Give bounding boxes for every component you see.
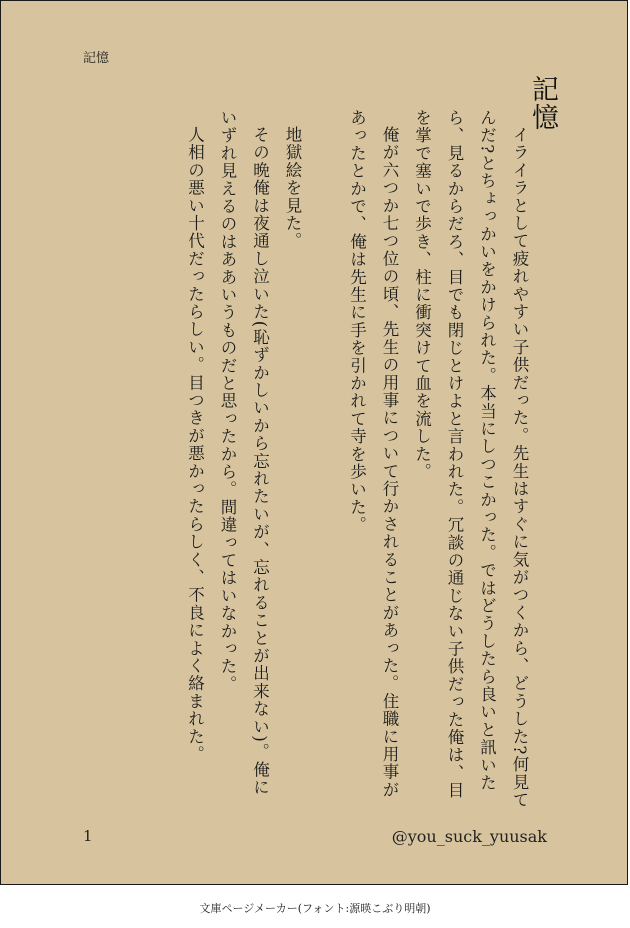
body-text: [175, 109, 535, 809]
running-head: 記憶: [83, 51, 110, 66]
paragraph: 地獄絵を見た。: [283, 125, 302, 250]
chapter-title: 記憶: [527, 75, 558, 131]
paragraph: その晩俺は夜通し泣いた(恥ずかしいから忘れたいが、忘れることが出来ない)。俺にいずれ見えるのはああいうものだと思ったから。間違ってはいなかった。: [218, 109, 270, 796]
paragraph: イライラとして疲れやすい子供だった。先生はすぐに気がつくから、どうした?何見てんだ?とちょっかいをかけられた。本当にしつこかった。ではどうしたら良いと訊いたら、見るからだろ、目でも閉じとけよと言われた。冗談の通じない子供だった俺は、目を掌で塞いで歩き、柱に衝突けて血を流した。: [412, 109, 529, 809]
paragraph: 俺が六つか七つ位の頃、先生の用事について行かされることがあった。住職に用事があったとかで、俺は先生に手を引かれて寺を歩いた。: [347, 109, 399, 799]
page-number: 1: [83, 827, 93, 845]
generator-caption: 文庫ページメーカー(フォント:源暎こぶり明朝): [199, 902, 431, 915]
author-handle: @you_suck_yuusak: [391, 827, 547, 846]
paragraph: 人相の悪い十代だったらしい。目つきが悪かったらしく、不良によく絡まれた。: [185, 125, 205, 763]
